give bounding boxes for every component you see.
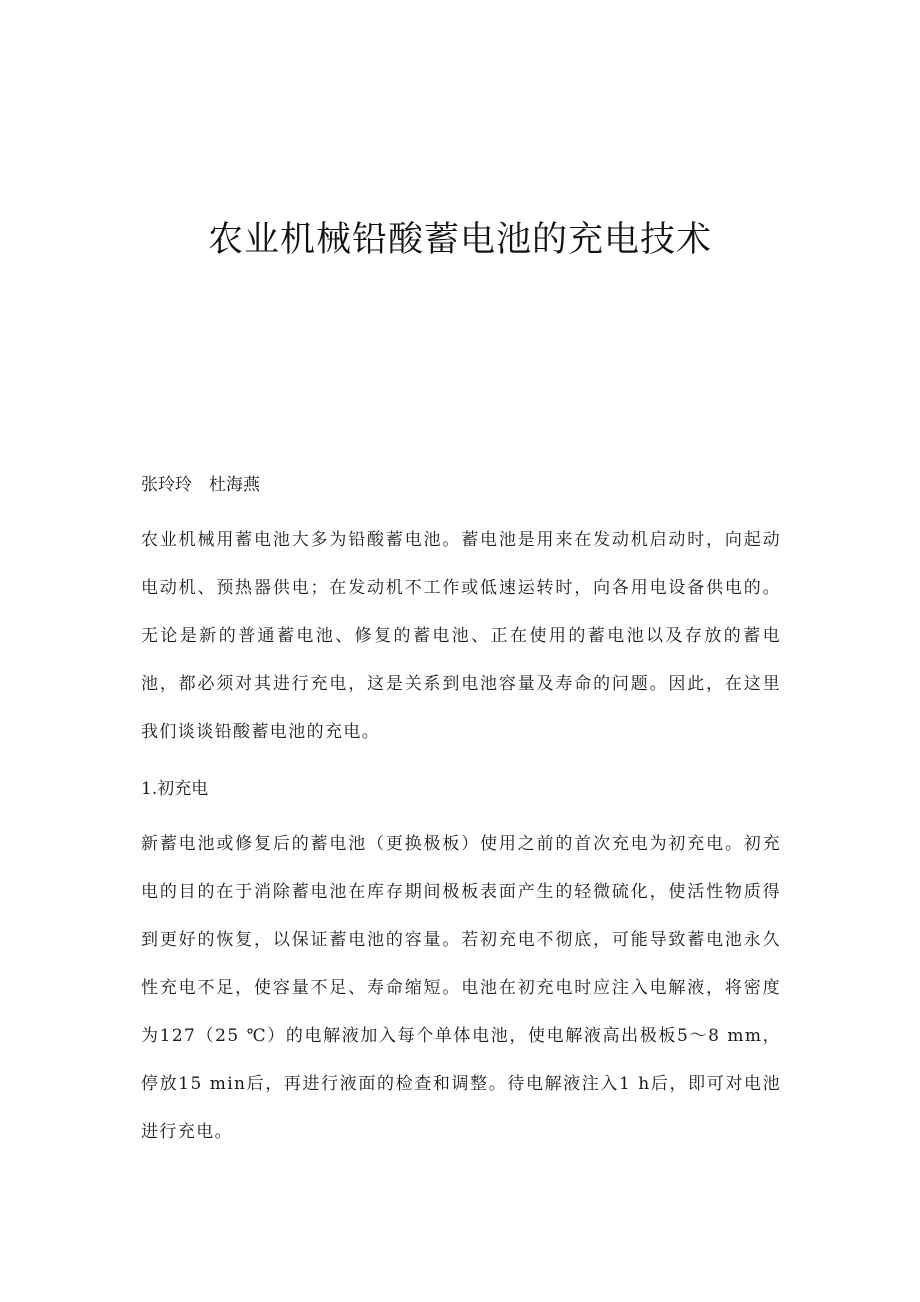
author-line: 张玲玲 杜海燕	[141, 475, 260, 495]
section-heading: 1.初充电	[141, 779, 209, 799]
intro-paragraph: 农业机械用蓄电池大多为铅酸蓄电池。蓄电池是用来在发动机启动时，向起动电动机、预热器供电；在发动机不工作或低速运转时，向各用电设备供电的。无论是新的普通蓄电池、修复的蓄电池、正在使用的蓄电池以及存放的蓄电池，都必须对其进行充电，这是关系到电池容量及寿命的问题。因此，在这里我们谈谈铅酸蓄电池的充电。	[141, 530, 781, 742]
section-paragraph: 新蓄电池或修复后的蓄电池（更换极板）使用之前的首次充电为初充电。初充电的目的在于消除蓄电池在库存期间极板表面产生的轻微硫化，使活性物质得到更好的恢复，以保证蓄电池的容量。若初充电不彻底，可能导致蓄电池永久性充电不足，使容量不足、寿命缩短。电池在初充电时应注入电解液，将密度为127（25 ℃）的电解液加入每个单体电池，使电解液高出极板5～8 mm，停放15 min后，再进行液面的检查和调整。待电解液注入1 h后，即可对电池进行充电。	[141, 834, 781, 1142]
document-title: 农业机械铅酸蓄电池的充电技术	[207, 220, 712, 260]
